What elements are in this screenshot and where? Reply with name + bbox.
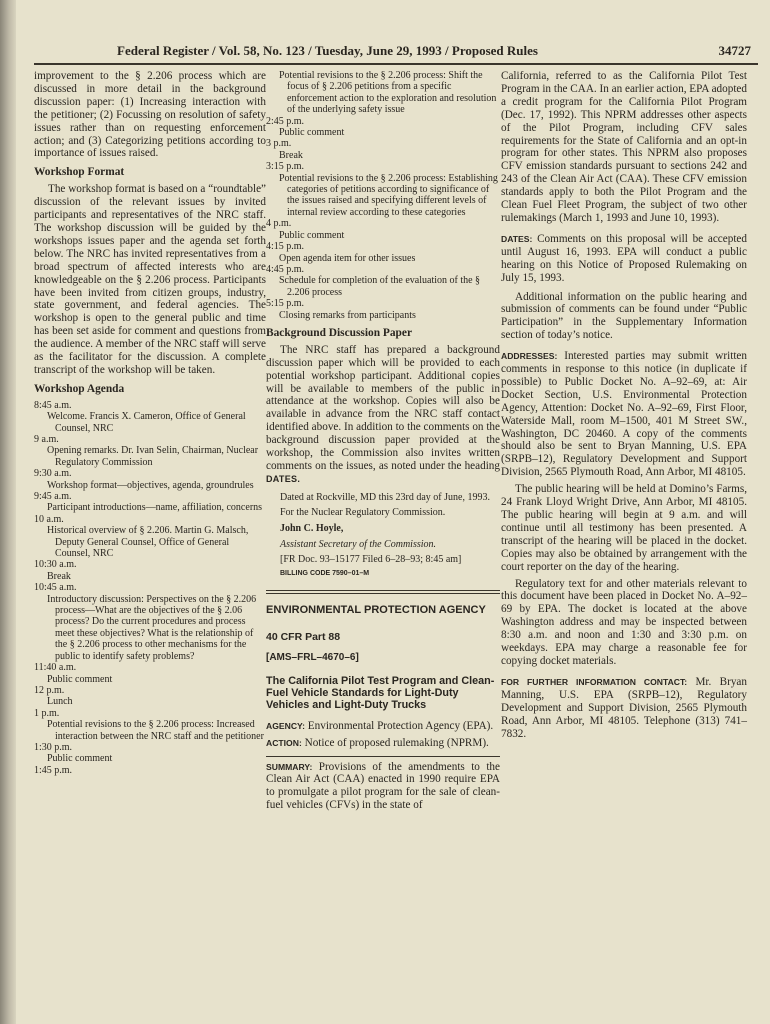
page-binding-shadow [0,0,16,1024]
summary-rule [266,756,500,757]
agenda-time: 8:45 a.m. [34,399,72,411]
agenda-item [266,161,500,218]
agenda-time: 9:45 a.m. [34,491,72,502]
agenda-time: 4 p.m. [266,218,292,230]
agenda-time: 9:30 a.m. [34,468,72,480]
agenda-item [266,138,500,161]
agenda-item [266,116,500,139]
workshop-format-heading: Workshop Format [34,166,125,179]
dates-field: DATES: Comments on this proposal will be accepted until August 16, 1993. EPA will conduct a public hearing on this Notice of Proposed Rulemaking on July 15, 1993. [501,232,747,284]
summary-continued: California, referred to as the California Pilot Test Program in the CAA. In an earlier action, EPA adopted a credit program for the California Pilot Program (Dec. 17, 1992). This NPRM addresses other aspects of the Pilot Program, including CFV sales requirements for the State of California and an opt-in program for other states. This NPRM also proposes CFV emission standards pursuant to sections 242 and 243 of the Clean Air Act (CAA). These CFV emission standards apply to both the Pilot Program and the Clean Fuel Fleet Program, the subject of two other rulemakings (March 1, 1993 and June 10, 1993). [501,70,747,224]
signer-title: Assistant Secretary of the Commission. [280,538,437,550]
header-rule [34,63,758,65]
additional-info-paragraph: Additional information on the public hearing and submission of comments can be found under “Public Participation” in the Supplementary Information section of today’s notice. [501,290,747,342]
billing-code: BILLING CODE 7590–01–M [280,569,370,577]
agenda-desc: Introductory discussion: Perspectives on the § 2.206 process—What are the objectives of the § 2.06 process? Do the current procedures and process meet these objectives? What is the relationship of the § 2.206 process to other mechanisms for the public to identify safety problems? [47,593,257,662]
background-paper-paragraph: The NRC staff has prepared a background discussion paper which will be provided to each potential workshop participant. Additional copies will be available to members of the public in attendance at the workshop. Copies will also be available in advance from the NRC staff contact identified above. In addition to the comments on the background discussion paper provided at the workshop, the Commission also invites written comments on the issues, as noted under the heading DATES. [266,343,500,484]
agenda-item [34,491,266,514]
running-header [117,43,755,61]
agenda-item [266,218,500,241]
agenda-desc: Historical overview of § 2.206. Martin G. Malsch, Deputy General Counsel, Office of General Counsel, NRC [47,525,249,560]
action-field: ACTION: Notice of proposed rulemaking (NPRM). [266,736,489,749]
agenda-desc: Public comment [279,229,345,241]
agenda-time: 10:30 a.m. [34,559,77,571]
dates-reference: DATES. [266,473,301,484]
intro-paragraph: improvement to the § 2.206 process which are discussed in more detail in the background discussion paper: (1) Increasing interaction with the petitioner; (2) Focussing on resolution of safety issues rather than on requesting enforcement action; and (3) Categorizing petitions according to importance of issues raised. [34,70,266,160]
agency-field: AGENCY: Environmental Protection Agency (EPA). [266,719,494,732]
agenda-time: 4:45 p.m. [266,263,305,275]
workshop-format-paragraph: The workshop format is based on a “roundtable” discussion of the relevant issues by invited participants and representatives of the NRC staff. The workshop discussion will be guided by the workshops issues paper and the agenda set forth below. The NRC has invited representatives from a broad spectrum of affected interests who are knowledgeable on the § 2.206 process. Participants have been invited from citizen groups, industry, state government, and federal agencies. The workshop is open to the general public and time has been set aside for comment and questions from the audience. A member of the NRC staff will serve as the facilitator for the discussion. A complete transcript of the workshop will be taken. [34,183,266,376]
section-divider [266,590,500,591]
cfr-part: 40 CFR Part 88 [266,630,341,643]
signer-name: John C. Hoyle, [280,523,344,534]
agenda-desc: Lunch [47,696,73,708]
agenda-item [266,298,500,321]
agenda-desc: Break [279,149,303,161]
agenda-time: 3:15 p.m. [266,161,305,173]
docket-number: [AMS–FRL–4670–6] [266,651,359,663]
agenda-item [34,400,266,434]
agenda-item [266,264,500,298]
dated-line: Dated at Rockville, MD this 23rd day of June, 1993. [280,491,490,503]
agenda-item [34,662,266,685]
agenda-desc: Public comment [279,127,345,139]
agenda-time: 1 p.m. [34,707,60,719]
agenda-desc: Schedule for completion of the evaluation of the § 2.206 process [279,275,481,298]
agenda-item [34,765,266,776]
for-commission-line: For the Nuclear Regulatory Commission. [280,507,446,519]
workshop-agenda-heading: Workshop Agenda [34,382,125,395]
column-2 [266,70,500,812]
agenda-desc: Potential revisions to the § 2.206 process: Establishing categories of petitions according to significance of the issues raised and specifying different levels of internal review according to these categories [279,172,498,218]
background-paper-heading: Background Discussion Paper [266,326,412,339]
agenda-time: 4:15 p.m. [266,241,305,253]
agenda-desc: Public comment [47,673,113,685]
column-3 [501,70,747,740]
agenda-desc: Open agenda item for other issues [279,252,416,264]
agenda-time: 9 a.m. [34,433,59,445]
agenda-time: 5:15 p.m. [266,298,305,310]
agenda-time: 1:30 p.m. [34,741,73,753]
agenda-time: 3 p.m. [266,138,292,150]
agenda-item [34,434,266,468]
agenda-desc: Break [47,570,71,582]
agenda-desc: Closing remarks from participants [279,309,416,321]
fr-doc-line: [FR Doc. 93–15177 Filed 6–28–93; 8:45 am] [280,554,462,566]
agenda-time: 12 p.m. [34,684,65,696]
agenda-desc: Potential revisions to the § 2.206 process: Increased interaction between the NRC staff and the petitioner [47,719,264,742]
section-divider-2 [266,593,500,594]
summary-field: SUMMARY: Provisions of the amendments to the Clean Air Act (CAA) enacted in 1990 require EPA to promulgate a pilot program for the sale of clean-fuel vehicles (CFVs) in the state of [266,760,500,812]
agenda-desc: Workshop format—objectives, agenda, groundrules [47,479,254,491]
document-page [22,0,764,1024]
agenda-time: 11:40 a.m. [34,662,77,674]
addresses-field: ADDRESSES: Interested parties may submit written comments in response to this notice (in duplicate if possible) to Public Docket No. A–92–69, at: Air Docket Section, U.S. Environmental Protection Agency, Attention: Docket No. A–92–69, First Floor, Waterside Mall, room M–1500, 401 M Street SW., Washington, DC 20460. A copy of the comments should also be sent to Bryan Manning, U.S. EPA (SRPB–12), Regulatory Development and Support Division, 2565 Plymouth Road, Ann Arbor, MI 48105. [501,350,747,479]
running-head-text: Federal Register / Vol. 58, No. 123 / Tuesday, June 29, 1993 / Proposed Rules [117,43,538,58]
agenda-desc: Potential revisions to the § 2.206 process: Shift the focus of § 2.206 petitions from a specific enforcement action to the exploration and resolution of the underlying safety issue [279,70,497,116]
agenda-desc: Participant introductions—name, affiliation, concerns [47,502,263,514]
agenda-item [34,685,266,708]
agenda-item [34,559,266,582]
agenda-item [34,742,266,765]
regulatory-paragraph: Regulatory text for and other materials relevant to this document have been placed in Docket No. A–92–69 by EPA. The docket is located at the above Washington address and may be inspected between 8:30 a.m. and noon and 1:30 and 3:30 p.m. on weekdays. EPA may charge a reasonable fee for copying docket materials. [501,577,747,667]
page-number: 34727 [718,43,751,58]
agenda-time: 2:45 p.m. [266,115,305,127]
agency-heading: ENVIRONMENTAL PROTECTION AGENCY [266,603,486,616]
agenda-item [266,241,500,264]
agenda-time: 10 a.m. [34,513,64,525]
agenda-desc: Welcome. Francis X. Cameron, Office of General Counsel, NRC [47,411,246,434]
agenda-time: 1:45 p.m. [34,764,73,776]
agenda-item [266,70,500,116]
agenda-desc: Public comment [47,753,113,765]
contact-field: FOR FURTHER INFORMATION CONTACT: Mr. Bryan Manning, U.S. EPA (SRPB–12), Regulatory Development and Support Division, 2565 Plymouth Road, Ann Arbor, MI 48105. Telephone (313) 741–7832. [501,675,747,740]
hearing-paragraph: The public hearing will be held at Domino’s Farms, 24 Frank Lloyd Wright Drive, Ann Arbor, MI 48105. The public hearing will begin at 9 a.m. and will continue until all testimony has been presented. A transcript of the hearing will be placed in the docket. Copies may also be obtained by arrangement with the court reporter on the day of the hearing. [501,483,747,573]
agenda-desc: Opening remarks. Dr. Ivan Selin, Chairman, Nuclear Regulatory Commission [47,445,259,468]
agenda-time: 10:45 a.m. [34,582,77,594]
agenda-item [34,708,266,742]
column-1 [34,70,266,776]
agenda-list-1 [34,400,266,776]
agenda-list-2 [266,70,500,321]
rule-title: The California Pilot Test Program and Clean-Fuel Vehicle Standards for Light-Duty Vehicles and Light-Duty Trucks [266,674,495,712]
agenda-item [34,582,266,662]
agenda-item [34,468,266,491]
agenda-item [34,514,266,560]
